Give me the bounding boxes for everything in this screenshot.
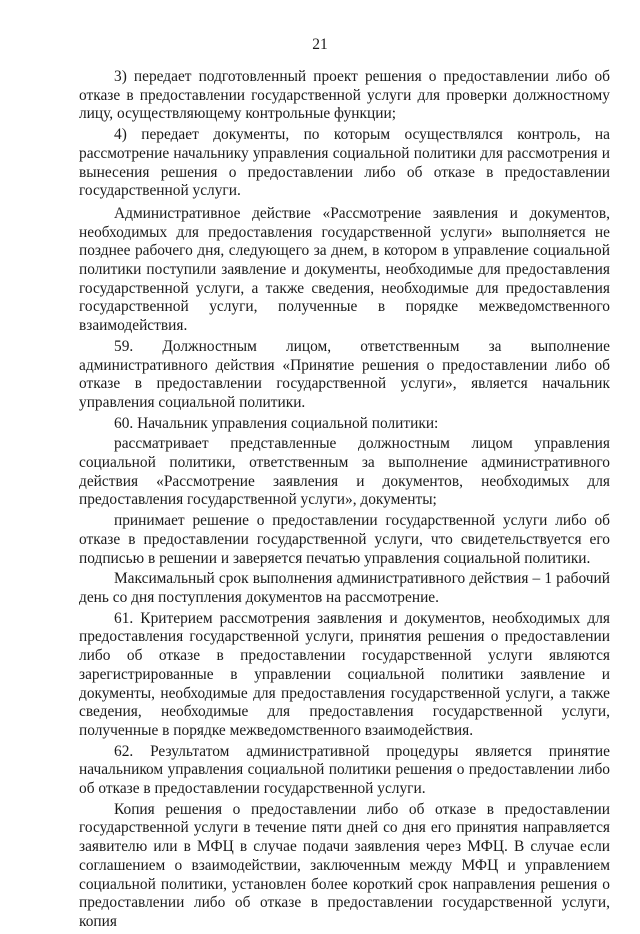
paragraph-deadline-review: Административное действие «Рассмотрение заявления и документов, необходимых для предоставления государственной услуги» выполняется не позднее рабочего дня, следующего за днем, в котором в управление социальной политики поступили заявление и документы, необходимые для предоставления государственной услуги, а также сведения, необходимые для предоставления государственной услуги, полученные в порядке межведомственного взаимодействия. xyxy=(79,204,610,335)
paragraph-59: 59. Должностным лицом, ответственным за выполнение административного действия «Принятие решения о предоставлении либо об отказе в предоставлении государственной услуги», является начальник управления социальной политики. xyxy=(79,337,610,411)
paragraph-copy-decision: Копия решения о предоставлении либо об отказе в предоставлении государственной услуги в течение пяти дней со дня его принятия направляется заявителю или в МФЦ в случае подачи заявления через МФЦ. В случае если соглашением о взаимодействии, заключенным между МФЦ и управлением социальной политики, установлен более короткий срок направления решения о предоставлении либо об отказе в предоставлении государственной услуги, копия xyxy=(79,800,610,930)
document-body xyxy=(79,68,610,934)
paragraph-60-decision: принимает решение о предоставлении государственной услуги либо об отказе в предоставлении государственной услуги, что свидетельствуется его подписью в решении и заверяется печатью управления социальной политики. xyxy=(79,512,610,567)
paragraph-60-review: рассматривает представленные должностным лицом управления социальной политики, ответственным за выполнение административного действия «Рассмотрение заявления и документов, необходимых для предоставления государственной услуги», документы; xyxy=(79,435,610,509)
paragraph-60: 60. Начальник управления социальной политики: xyxy=(114,414,439,432)
page-number: 21 xyxy=(312,36,328,53)
paragraph-item-3: 3) передает подготовленный проект решения о предоставлении либо об отказе в предоставлении государственной услуги для проверки должностному лицу, осуществляющему контрольные функции; xyxy=(79,68,610,123)
paragraph-61: 61. Критерием рассмотрения заявления и документов, необходимых для предоставления государственной услуги, принятия решения о предоставлении либо об отказе в предоставлении государственной услуги являются зарегистрированные в управлении социальной политики заявление и документы, необходимые для предоставления государственной услуги, а также сведения, необходимые для предоставления государственной услуги, полученные в порядке межведомственного взаимодействия. xyxy=(79,609,610,739)
paragraph-max-term: Максимальный срок выполнения административного действия – 1 рабочий день со дня поступления документов на рассмотрение. xyxy=(79,570,610,606)
paragraph-item-4: 4) передает документы, по которым осуществлялся контроль, на рассмотрение начальнику управления социальной политики для рассмотрения и вынесения решения о предоставлении либо об отказе в предоставлении государственной услуги. xyxy=(79,126,610,200)
paragraph-62: 62. Результатом административной процедуры является принятие начальником управления социальной политики решения о предоставлении либо об отказе в предоставлении государственной услуги. xyxy=(79,742,610,798)
